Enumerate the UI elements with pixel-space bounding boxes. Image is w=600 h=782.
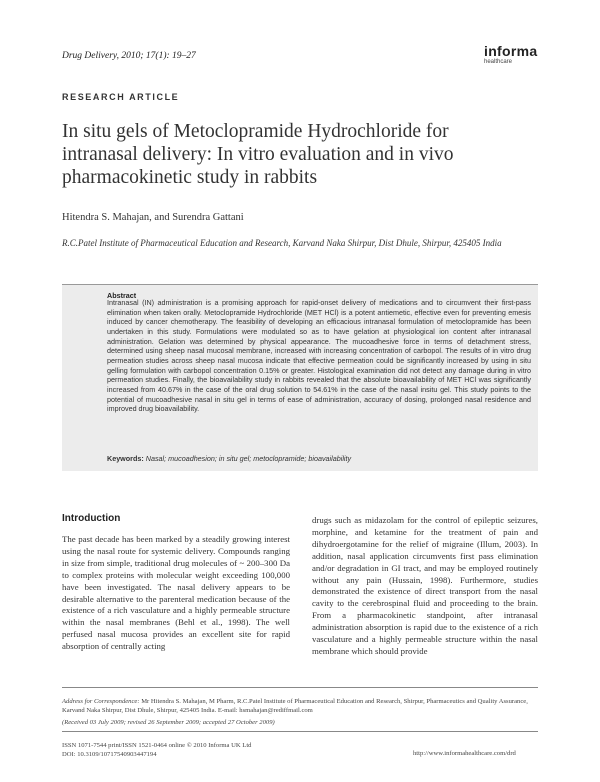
correspondence-text: Mr Hitendra S. Mahajan, M Pharm, R.C.Patel Institute of Pharmaceutical Education and Research, Shirpur, Pharmaceutics and Quality Assurance, Karvand Naka Shirpur, Dist Dhule, Shirpur, 425405 India. E-mail: hsmahajan@rediffmail.com xyxy=(62,698,528,714)
received-dates: (Received 03 July 2009; revised 26 September 2009; accepted 27 October 2009) xyxy=(62,719,275,726)
title-line: pharmacokinetic study in rabbits xyxy=(62,167,318,188)
keywords-value: Nasal; mucoadhesion; in situ gel; metoclopramide; bioavailability xyxy=(145,454,352,463)
issn-block xyxy=(62,741,251,759)
publisher-sub: healthcare xyxy=(484,59,513,65)
journal-url[interactable]: http://www.informahealthcare.com/drd xyxy=(413,750,516,757)
keywords xyxy=(107,454,531,463)
authors: Hitendra S. Mahajan, and Surendra Gattani xyxy=(62,212,244,223)
publisher-logo xyxy=(484,44,564,66)
footer-divider xyxy=(62,731,538,732)
article-title xyxy=(62,120,532,189)
issn: ISSN 1071-7544 print/ISSN 1521-0464 online © 2010 Informa UK Ltd xyxy=(62,742,252,749)
abstract-text: Intranasal (IN) administration is a promising approach for rapid-onset delivery of medications and to circumvent their first-pass elimination when taken orally. Metoclopramide Hydrochloride (MET HCl) is a potent antiemetic, effective even for preventing emesis induced by cancer chemotherapy. The feasibility of developing an efficacious intranasal formulation of metoclopramide has been undertaken in this study. Formulations were modulated so as to have gelation at physiological ion content after intranasal administration. Gelation was determined by physical appearance. The mucoadhesive force in terms of detachment stress, determined using sheep nasal mucosal membrane, increased with increasing concentration of carbopol. The results of in vitro drug permeation studies across sheep nasal mucosa indicate that effective permeation could be significantly increased by using in situ gelling formulation with carbopol concentration 0.15% or greater. Histological examination did not detect any damage during in vitro permeation studies. Finally, the bioavailability study in rabbits revealed that the absolute bioavailability of MET HCl was significantly increased from 40.67% in the case of the oral drug solution to 54.61% in the case of the nasal insitu gel. This study points to the potential of mucoadhesive nasal in situ gel in terms of ease of administration, accuracy of dosing, prolonged nasal residence and improved drug bioavailability. xyxy=(107,298,531,414)
correspondence-label: Address for Correspondence: xyxy=(62,698,140,705)
affiliation: R.C.Patel Institute of Pharmaceutical Education and Research, Karvand Naka Shirpur, Dist Dhule, Shirpur, 425405 India xyxy=(62,238,502,248)
article-type: RESEARCH ARTICLE xyxy=(62,92,180,102)
abstract-heading: Abstract xyxy=(107,291,137,300)
introduction-heading: Introduction xyxy=(62,513,121,524)
publisher-name: informa xyxy=(484,43,538,59)
journal-citation: Drug Delivery, 2010; 17(1): 19–27 xyxy=(62,51,196,61)
correspondence xyxy=(62,697,540,715)
doi: DOI: 10.3109/10717540903447194 xyxy=(62,751,157,758)
title-line: In situ gels of Metoclopramide Hydrochloride for xyxy=(62,121,449,142)
body-column-left: The past decade has been marked by a steadily growing interest using the nasal route for systemic delivery. Compounds ranging in size from simple, traditional drug molecules of ~ 200–300 Da to complex proteins with molecular weight exceeding 100,000 have been investigated. The nasal delivery appears to be desirable alternative to the parenteral medication because of the existence of a rich vasculature and a highly permeable structure within the nasal membranes (Behl et al., 1998). The well perfused nasal mucosa provides an excellent site for rapid absorption of centrally acting xyxy=(62,534,290,652)
body-column-right: drugs such as midazolam for the control of epileptic seizures, morphine, and ketamine for the treatment of pain and dihydroergotamine for the relief of migraine (Illum, 2003). In addition, nasal application circumvents first pass elimination and/or degradation in GI tract, and may be employed routinely without any pain (Hussain, 1998). Furthermore, studies demonstrated the existence of direct transport from the nasal cavity to the cerebrospinal fluid and proceeding to the brain. From a pharmacokinetic standpoint, after intranasal administration absorption is rapid due to the existence of a rich vasculature and a highly permeable structure within the nasal membrane which should provide xyxy=(312,515,538,656)
footer-divider xyxy=(62,687,538,688)
title-line: intranasal delivery: In vitro evaluation and in vivo xyxy=(62,144,454,165)
keywords-label: Keywords: xyxy=(107,454,144,463)
